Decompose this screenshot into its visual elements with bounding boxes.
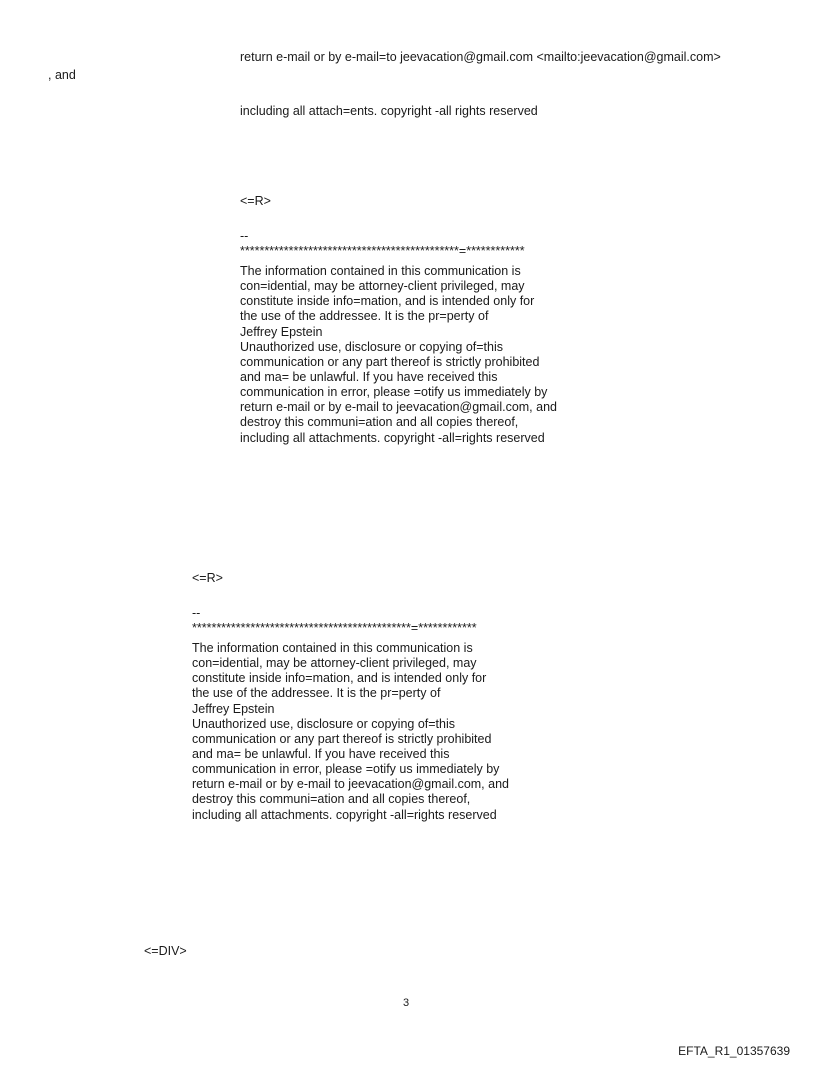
separator-dashes-1: -- xyxy=(240,229,249,243)
disclaimer-line: Jeffrey Epstein xyxy=(240,324,323,339)
disclaimer-line: Unauthorized use, disclosure or copying of=this xyxy=(240,339,503,354)
disclaimer-line: communication in error, please =otify us immediately by xyxy=(240,385,548,400)
disclaimer-line: destroy this communi=ation and all copies thereof, xyxy=(192,792,471,807)
separator-dashes-2: -- xyxy=(192,606,201,620)
mailto-line: return e-mail or by e-mail=to jeevacation@gmail.com <mailto:jeevacation@gmail.com> xyxy=(240,50,721,64)
disclaimer-line: and ma= be unlawful. If you have received this xyxy=(192,746,450,761)
disclaimer-line: destroy this communi=ation and all copies thereof, xyxy=(240,415,519,430)
div-tag: <=DIV> xyxy=(144,944,187,958)
disclaimer-line: return e-mail or by e-mail to jeevacation@gmail.com, and xyxy=(192,777,509,792)
disclaimer-line: communication or any part thereof is strictly prohibited xyxy=(192,731,492,746)
and-fragment: , and xyxy=(48,68,76,82)
disclaimer-line: Jeffrey Epstein xyxy=(192,701,275,716)
disclaimer-line: The information contained in this communication is xyxy=(240,264,521,278)
disclaimer-line: including all attachments. copyright -all=rights reserved xyxy=(240,430,545,445)
disclaimer-line: return e-mail or by e-mail to jeevacation@gmail.com, and xyxy=(240,400,557,415)
separator-stars-1: *********************************************=************ xyxy=(240,244,525,258)
disclaimer-block-2 xyxy=(192,641,509,823)
r-tag-2: <=R> xyxy=(192,571,223,585)
separator-stars-2: *********************************************=************ xyxy=(192,621,477,635)
disclaimer-block-1 xyxy=(240,264,557,446)
disclaimer-line: communication in error, please =otify us immediately by xyxy=(192,762,500,777)
disclaimer-line: The information contained in this communication is xyxy=(192,641,473,655)
r-tag-1: <=R> xyxy=(240,194,271,208)
page-number: 3 xyxy=(403,997,410,1009)
disclaimer-line: Unauthorized use, disclosure or copying of=this xyxy=(192,716,455,731)
disclaimer-line: constitute inside info=mation, and is intended only for xyxy=(240,294,535,309)
disclaimer-line: communication or any part thereof is strictly prohibited xyxy=(240,354,540,369)
disclaimer-line: the use of the addressee. It is the pr=perty of xyxy=(240,309,489,324)
disclaimer-line: and ma= be unlawful. If you have received this xyxy=(240,369,498,384)
disclaimer-line: con=idential, may be attorney-client privileged, may xyxy=(192,656,477,671)
disclaimer-line: the use of the addressee. It is the pr=perty of xyxy=(192,686,441,701)
disclaimer-line: including all attachments. copyright -all=rights reserved xyxy=(192,807,497,822)
disclaimer-line: con=idential, may be attorney-client privileged, may xyxy=(240,279,525,294)
attachments-line: including all attach=ents. copyright -all rights reserved xyxy=(240,104,538,118)
document-id: EFTA_R1_01357639 xyxy=(678,1044,790,1058)
disclaimer-line: constitute inside info=mation, and is intended only for xyxy=(192,671,487,686)
